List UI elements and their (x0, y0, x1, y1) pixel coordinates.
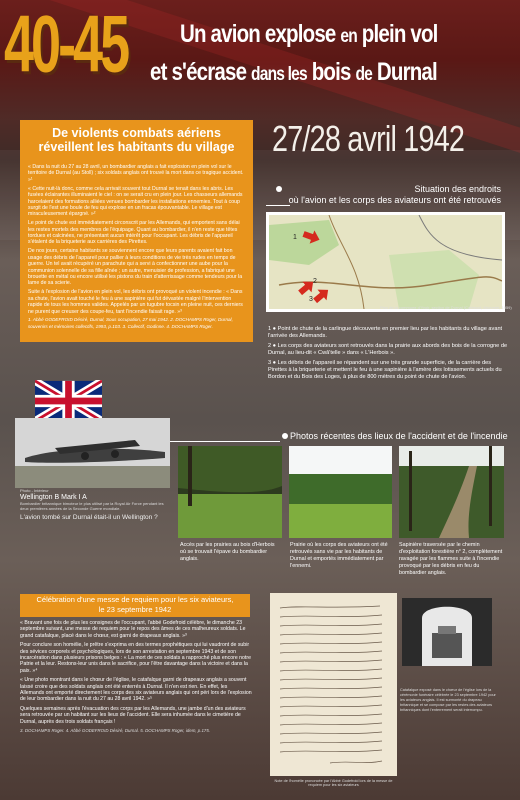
plane-description: Bombardier britannique bimoteur le plus utilisé par la Royal Air Force pendant les deux premières années de la Seconde Guerre mondiale. (20, 501, 164, 511)
situation-title-line: où l'avion et les corps des aviateurs ont été retrouvés (288, 195, 501, 205)
photo-label: Photo - Intérieur (20, 488, 49, 493)
plane-question: L'avion tombé sur Durnal était-il un Wellington ? (20, 514, 158, 521)
mass-heading-box (20, 594, 250, 617)
photos-title: Photos récentes des lieux de l'accident et de l'incendie (290, 431, 508, 441)
divider (266, 205, 290, 206)
title-line-2 (150, 58, 437, 87)
paragraph: « Une photo montrant dans le chœur de l'église, le catafalque garni de drapeaux anglais a souvent laissé croire que des soldats anglais ont été enterrés à Durnal. Il n'en est rien. En effet, les Allemands ont emporté directement les corps des six aviateurs anglais qui ont péri lors de l'explosion de leur bombardier dans la nuit du 27 au 28 avril 1942. »⁵ (20, 677, 252, 703)
map-label: 1 (293, 234, 297, 241)
church-caption: Catafalque exposé dans le chœur de l'église lors de la cérémonie funéraire célébrée le 23 septembre 1942 pour les aviateurs anglais. Il est surmonté du drapeau britannique et se compose par les restes des aviateurs britanniques dont l'enterrement serait interrompu. (400, 688, 496, 712)
paragraph: « Cette nuit-là donc, comme cela arrivait souvent tout Durnal se tenait dans les abris. Les fusées éclairantes illuminaient le ciel : on se serait cru en plein jour. Les chasseurs allemands harcelaient des formations alliées venues bombarder les installations ennemies. Tout à coup surgit de l'est une boule de feu qui explose en un fracas épouvantable. Le village est miraculeusement épargné. »² (28, 185, 243, 218)
title-word: en (340, 26, 357, 47)
title-line-1 (180, 20, 438, 49)
date-heading: 27/28 avril 1942 (272, 118, 465, 159)
engine (81, 452, 89, 460)
map (269, 215, 502, 309)
situation-list (268, 326, 508, 384)
photo-meadow-forest (178, 446, 282, 538)
paragraph: Quelques semaines après l'évacuation des corps par les Allemands, une jambe d'un des aviateurs sera retrouvée par un habitant sur les lieux de l'accident. Elle sera inhumée dans le cimetière de Durnal, auprès des trois soldats français ! (20, 705, 246, 725)
wellington-photo (15, 418, 170, 488)
church-drawing (402, 598, 492, 666)
plane-drawing (15, 418, 170, 488)
paragraph: De nos jours, certains habitants se souviennent encore que leurs parents avaient fait bon usage des débris de l'appareil pour pallier à leurs conditions de vie très rudes en temps de guerre. Un tel avait récupéré un parachute qui a servi à confectionner une aube pour la communion solennelle de sa fille aînée ; un autre, menuisier de profession, a fabriqué une brouette en métal ou encore utilisé les pistons du train d'atterrissage comme tendeurs pour la lame de sa scierie. (28, 248, 243, 287)
combat-text-box (20, 120, 253, 342)
bullet-dot (282, 433, 288, 439)
paragraph: « Dans la nuit du 27 au 28 avril, un bombardier anglais a fait explosion en plein vol sur le territoire de Durnal (au Stoll) ; six soldats anglais ont trouvé la mort dans ce tragique accident. »¹ (28, 164, 244, 183)
map-label: 3 (309, 296, 313, 303)
situation-item: 3 ● Les débris de l'appareil se répandent sur une très grande superficie, de la carrière des Pirettes à la briqueterie et mettent le feu à une sapinière à l'amère des lotissements actuels du Bordon et du Bois des Loges, à plus de 800 mètres du point de chute de l'avion. (268, 360, 502, 380)
map-drawing (269, 215, 502, 309)
situation-item: 2 ● Les corps des aviateurs sont retrouvés dans la prairie aux abords des bois de la corrogne de Durnal, au lieu-dit « Cwâ'telle » dans « L'Herbois ». (268, 343, 508, 356)
engine (111, 450, 119, 458)
situation-title (285, 184, 501, 206)
footnote: 1. Abbé GODEFROID Désiré, Durnal, Sous occupation, 27 mai 1942. 2. DOCHAMPS Roger, Durnal, souvenirs et mémoires collectifs, 1993, p.103. 3. Collectif, Godinne. 4. DOCHAMPS Roger. (28, 317, 233, 329)
photo-prairie (289, 446, 392, 538)
bullet-dot (276, 186, 282, 192)
title-word: et s'écrase (150, 58, 252, 86)
title-word: bois (306, 58, 356, 86)
title-word: Un avion explose (180, 20, 341, 48)
title-word: dans les (251, 64, 307, 85)
map-label: 2 (313, 278, 317, 285)
photo-forest-path (399, 446, 504, 538)
union-jack-flag (35, 380, 102, 422)
title-word: Durnal (372, 58, 437, 86)
plane-caption (20, 488, 170, 522)
church-photo (402, 598, 492, 666)
paragraph: Suite à l'explosion de l'avion en plein vol, les débris ont provoqué un violent incendie : « Dans sa chute, l'avion avait touché le feu à une sapinière qui fut dévastée malgré l'intervention rapide de tous les hommes valides. Appelés par un tugubre tocsin en pleine nuit, ces derniers ne purent que creuser des coupe-feu, tant l'incendie faisait rage. »³ (28, 289, 243, 315)
situation-item: 1 ● Point de chute de la carlingue découverte en premier lieu par les habitants du village avant l'arrivée des Allemands. (268, 326, 503, 339)
letter-scribbles (270, 593, 397, 776)
mass-text (20, 620, 252, 738)
handwritten-letter (270, 593, 397, 776)
combat-heading: De violents combats aériens réveillent les habitants du village (38, 126, 235, 154)
years-title: 40-45 (4, 0, 128, 90)
photo-caption: Sapinière traversée par le chemin d'exploitation forestière n° 2, complètement ravagée par les flammes suite à l'incendie provoqué par les débris en feu du bombardier anglais. (399, 542, 503, 576)
combat-text (28, 164, 246, 333)
divider (170, 441, 280, 442)
paragraph: « Bravant une fois de plus les consignes de l'occupant, l'abbé Godefroid célèbre, le dimanche 23 septembre suivant, une messe de requiem pour le repos des âmes de ces malheureux soldats. Le grand catafalque, placé dans le chœur, est garni de drapeaux anglais. »³ (20, 620, 246, 639)
letter-caption: Note de l'homélie prononcée par l'Abbé Godefroid lors de la messe de requiem pour les six aviateurs (274, 779, 393, 787)
map-frame (266, 212, 505, 312)
map-caption: Plan de la commune d'Yvoir, section de Durnal (Cartosud, Abonnée, 1959) (380, 305, 512, 310)
mass-heading-line: le 23 septembre 1942 (98, 605, 172, 614)
mass-heading-line: Célébration d'une messe de requiem pour les six aviateurs, (36, 595, 234, 604)
title-word: de (355, 64, 373, 85)
photo-caption: Prairie où les corps des aviateurs ont été retrouvés sans vie par les habitants de Durnal et emportés immédiatement par l'ennemi. (290, 542, 388, 569)
paragraph: Le point de chute est immédiatement circonscrit par les Allemands, qui emportent sans délai les restes mortels des membres de l'équipage. Quant au bombardier, il n'en reste que têtes tordues et calcinées, ne présentant aucun intérêt pour l'occupant. Les débris de l'appareil s'étalent de la briqueterie aux carrières des Pirettes. (28, 220, 240, 246)
photo-caption: Accès par les prairies au bois d'Herbois où se trouvait l'épave du bombardier anglais. (180, 542, 275, 562)
footnote: 3. DOCHAMPS Roger. 4. Abbé GODEFROID Désiré, Durnal. 5. DOCHAMPS Roger, idem, p.175. (20, 728, 210, 734)
title-word: plein vol (356, 20, 438, 48)
plane-model: Wellington B Mark I A (20, 494, 87, 501)
situation-title-line: Situation des endroits (414, 184, 501, 194)
paragraph: Pour conclure son homélie, le prêtre s'exprima en des termes prophétiques qui lui vaudront de subir des sévices corporels et psychologiques, lors de son arrestation en septembre 1943 et de son incarcération dans plusieurs prisons belges : « La mort de ces soldats a rapproché plus encore notre Patrie et la leur. Restons-leur unis dans le sacrifice, pour l'être davantage dans la victoire et dans la paix. »⁴ (20, 642, 251, 674)
